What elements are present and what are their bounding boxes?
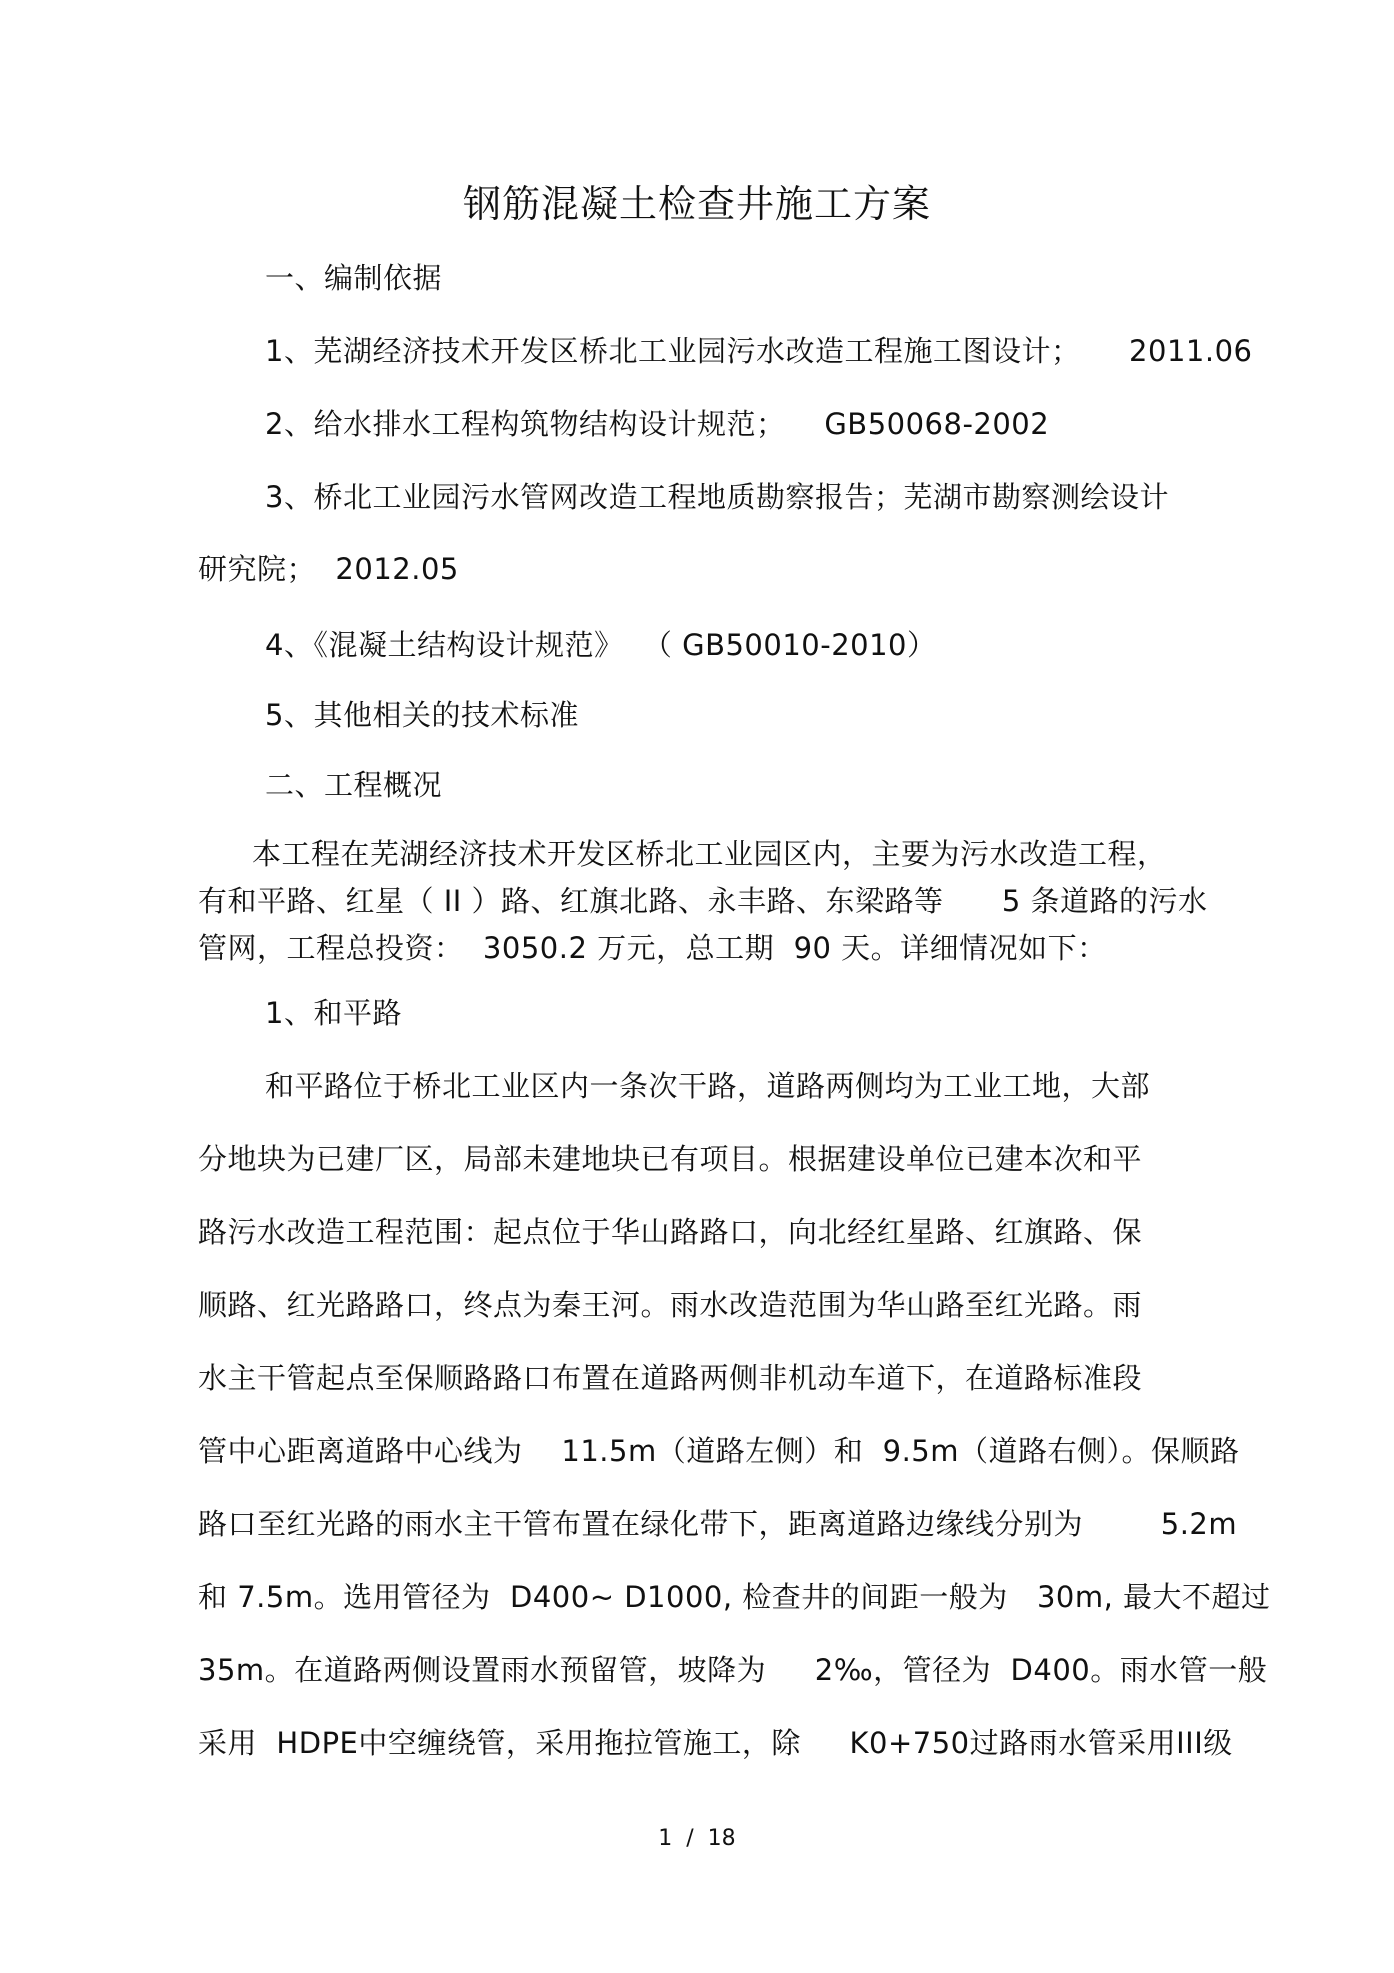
heping-line-9: 35m。在道路两侧设置雨水预留管，坡降为 2‰，管径为 D400。雨水管一般 [198, 1653, 1268, 1687]
heping-line-1: 和平路位于桥北工业区内一条次干路，道路两侧均为工业工地，大部 [265, 1069, 1151, 1103]
subsection-heading-heping: 1、和平路 [265, 996, 402, 1030]
document-title: 钢筋混凝土检查井施工方案 [462, 182, 931, 226]
basis-item-3-continued: 研究院； 2012.05 [198, 552, 459, 586]
overview-line-3: 管网，工程总投资： 3050.2 万元，总工期 90 天。详细情况如下： [198, 931, 1107, 965]
heping-line-2: 分地块为已建厂区，局部未建地块已有项目。根据建设单位已建本次和平 [198, 1142, 1143, 1176]
section-heading-basis: 一、编制依据 [265, 261, 443, 295]
overview-line-1: 本工程在芜湖经济技术开发区桥北工业园区内，主要为污水改造工程， [252, 837, 1167, 871]
page-number: 1 / 18 [658, 1826, 736, 1851]
basis-item-1: 1、芜湖经济技术开发区桥北工业园污水改造工程施工图设计； 2011.06 [265, 334, 1253, 368]
overview-line-2: 有和平路、红星（ II ）路、红旗北路、永丰路、东梁路等 5 条道路的污水 [198, 884, 1208, 918]
basis-item-3: 3、桥北工业园污水管网改造工程地质勘察报告；芜湖市勘察测绘设计 [265, 480, 1169, 514]
heping-line-8: 和 7.5m。选用管径为 D400~ D1000, 检查井的间距一般为 30m, 最大不超过 [198, 1580, 1271, 1614]
heping-line-6: 管中心距离道路中心线为 11.5m（道路左侧）和 9.5m（道路右侧）。保顺路 [198, 1434, 1240, 1468]
heping-line-3: 路污水改造工程范围：起点位于华山路路口，向北经红星路、红旗路、保 [198, 1215, 1143, 1249]
heping-line-7: 路口至红光路的雨水主干管布置在绿化带下，距离道路边缘线分别为 5.2m [198, 1507, 1238, 1541]
basis-item-2: 2、给水排水工程构筑物结构设计规范； GB50068-2002 [265, 407, 1050, 441]
heping-line-5: 水主干管起点至保顺路路口布置在道路两侧非机动车道下，在道路标准段 [198, 1361, 1143, 1395]
heping-line-10: 采用 HDPE中空缠绕管，采用拖拉管施工，除 K0+750过路雨水管采用III级 [198, 1726, 1233, 1760]
section-heading-overview: 二、工程概况 [265, 768, 443, 802]
heping-line-4: 顺路、红光路路口，终点为秦王河。雨水改造范围为华山路至红光路。雨 [198, 1288, 1143, 1322]
basis-item-5: 5、其他相关的技术标准 [265, 698, 579, 732]
basis-item-4: 4、《混凝土结构设计规范》 （ GB50010-2010） [265, 628, 937, 662]
